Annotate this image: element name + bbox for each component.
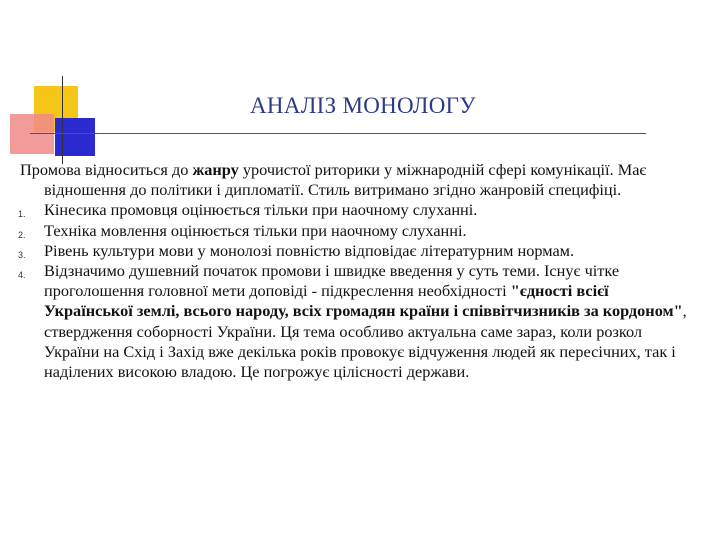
list-item-text-end: , ствердження соборності України. Ця тема особливо актуальна саме зараз, коли розкол України на Схід і Захід вже декілька років провокує відчуження людей як пересічних, так і наділених високою владою. Це погрожує цілісності держави. [44,301,687,382]
decor-red-square [10,114,54,154]
list-item [18,221,690,241]
analysis-list [18,200,690,382]
list-item-text: Рівень культури мови у монолозі повністю відповідає літературним нормам. [44,240,575,260]
list-item-text-start: Відзначимо душевний початок промови і швидке введення у суть теми. Існує чітке проголошення головної мети доповіді - підкреслення необхідності [44,261,620,301]
decor-blue-square [55,118,95,156]
list-item [18,241,690,261]
list-number: 2. [18,229,26,240]
intro-text-start: Промова відноситься до [20,160,193,179]
title-underline [30,133,646,134]
intro-bold-word: жанру [192,160,239,179]
list-item [18,261,690,382]
list-item-text: Техніка мовлення оцінюється тільки при наочному слуханні. [44,220,467,240]
list-item [18,200,690,220]
intro-text-end: урочистої риторики у міжнародній сфері комунікації. Має відношення до політики і дипломатії. Стиль витримано згідно жанровій специфіці. [44,160,647,200]
list-number: 4. [18,270,26,281]
intro-paragraph [18,160,690,200]
slide-body [18,160,690,382]
list-item-text: Кінесика промовця оцінюється тільки при наочному слуханні. [44,200,478,220]
slide-title: АНАЛІЗ МОНОЛОГУ [250,93,476,118]
list-item-bold-quote: "єдності всієї Української землі, всього народу, всіх громадян країни і співвітчизників за кордоном" [44,281,683,321]
decor-vertical-line [62,76,63,164]
list-number: 1. [18,209,26,220]
list-number: 3. [18,249,26,260]
